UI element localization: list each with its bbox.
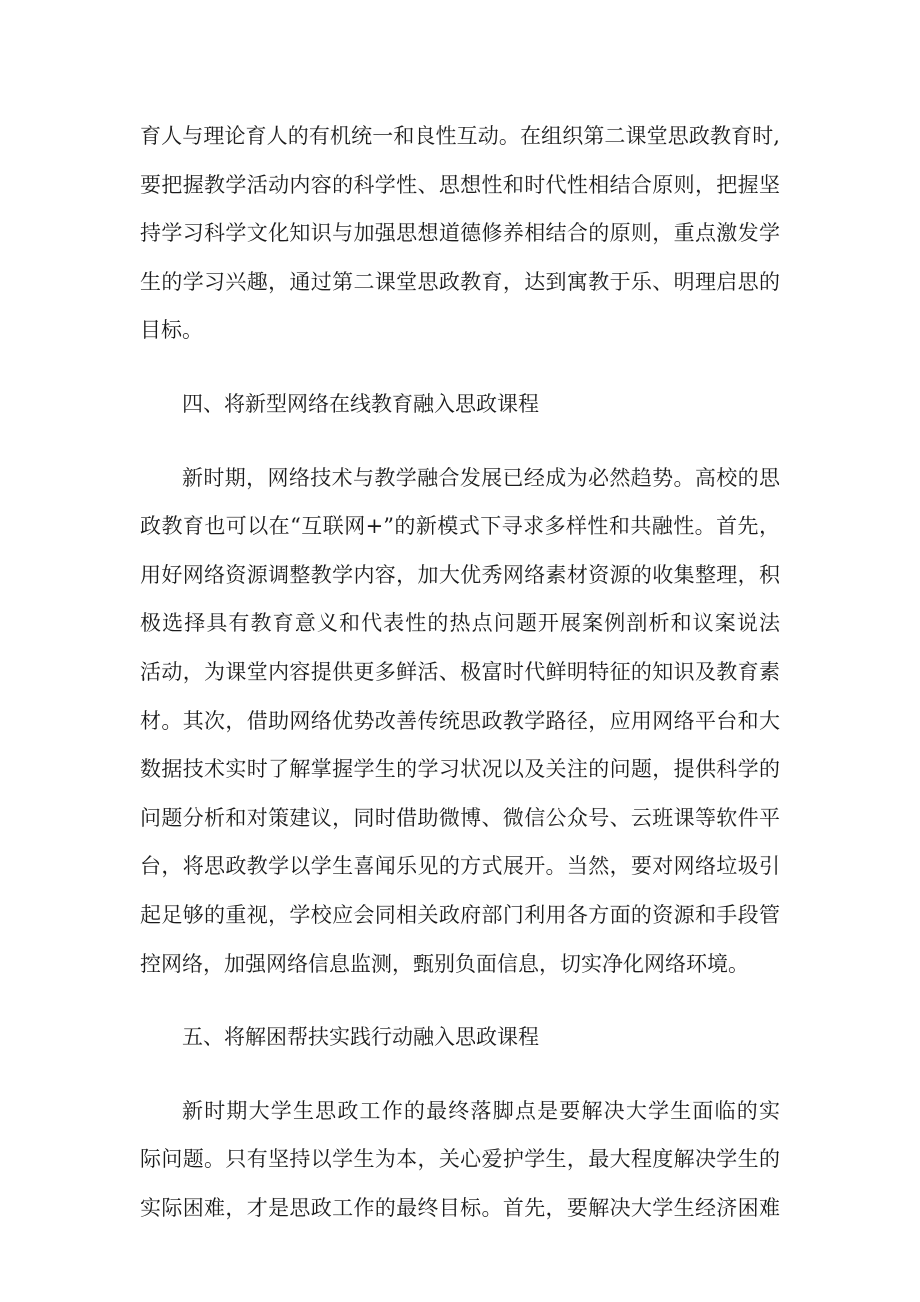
paragraph-1	[140, 112, 780, 355]
text-line: 材。其次，借助网络优势改善传统思政教学路径，应用网络平台和大	[140, 708, 780, 733]
paragraph-2	[140, 454, 780, 989]
paragraph-3	[140, 1087, 780, 1233]
text-line: 台，将思政教学以学生喜闻乐见的方式展开。当然，要对网络垃圾引	[140, 854, 780, 879]
section-heading-4: 四、将新型网络在线教育融入思政课程	[182, 391, 539, 416]
text-line: 持学习科学文化知识与加强思想道德修养相结合的原则，重点激发学	[140, 221, 780, 246]
text-line: 问题分析和对策建议，同时借助微博、微信公众号、云班课等软件平	[140, 805, 780, 830]
paragraph-gap	[140, 355, 780, 380]
text-line: 活动，为课堂内容提供更多鲜活、极富时代鲜明特征的知识及教育素	[140, 659, 780, 684]
text-line: 新时期大学生思政工作的最终落脚点是要解决大学生面临的实	[182, 1098, 780, 1123]
section-heading-5: 五、将解困帮扶实践行动融入思政课程	[182, 1025, 539, 1050]
text-line: 控网络，加强网络信息监测，甄别负面信息，切实净化网络环境。	[140, 951, 749, 976]
text-line: 生的学习兴趣，通过第二课堂思政教育，达到寓教于乐、明理启思的	[140, 269, 780, 294]
text-line: 用好网络资源调整教学内容，加大优秀网络素材资源的收集整理，积	[140, 562, 780, 587]
text-line: 实际困难，才是思政工作的最终目标。首先，要解决大学生经济困难	[140, 1195, 780, 1220]
paragraph-gap	[140, 429, 780, 454]
text-line: 政教育也可以在“互联网+”的新模式下寻求多样性和共融性。首先，	[140, 514, 780, 539]
document-page	[140, 112, 780, 1232]
paragraph-gap	[140, 1062, 780, 1087]
text-line: 目标。	[140, 318, 203, 343]
text-line: 新时期，网络技术与教学融合发展已经成为必然趋势。高校的思	[182, 465, 780, 490]
paragraph-gap	[140, 988, 780, 1013]
text-line: 际问题。只有坚持以学生为本，关心爱护学生，最大程度解决学生的	[140, 1147, 780, 1172]
text-line: 育人与理论育人的有机统一和良性互动。在组织第二课堂思政教育时,	[140, 124, 780, 148]
text-line: 极选择具有教育意义和代表性的热点问题开展案例剖析和议案说法	[140, 611, 780, 636]
text-line: 数据技术实时了解掌握学生的学习状况以及关注的问题，提供科学的	[140, 757, 780, 782]
text-line: 起足够的重视，学校应会同相关政府部门利用各方面的资源和手段管	[140, 902, 780, 927]
text-line: 要把握教学活动内容的科学性、思想性和时代性相结合原则，把握坚	[140, 172, 780, 197]
